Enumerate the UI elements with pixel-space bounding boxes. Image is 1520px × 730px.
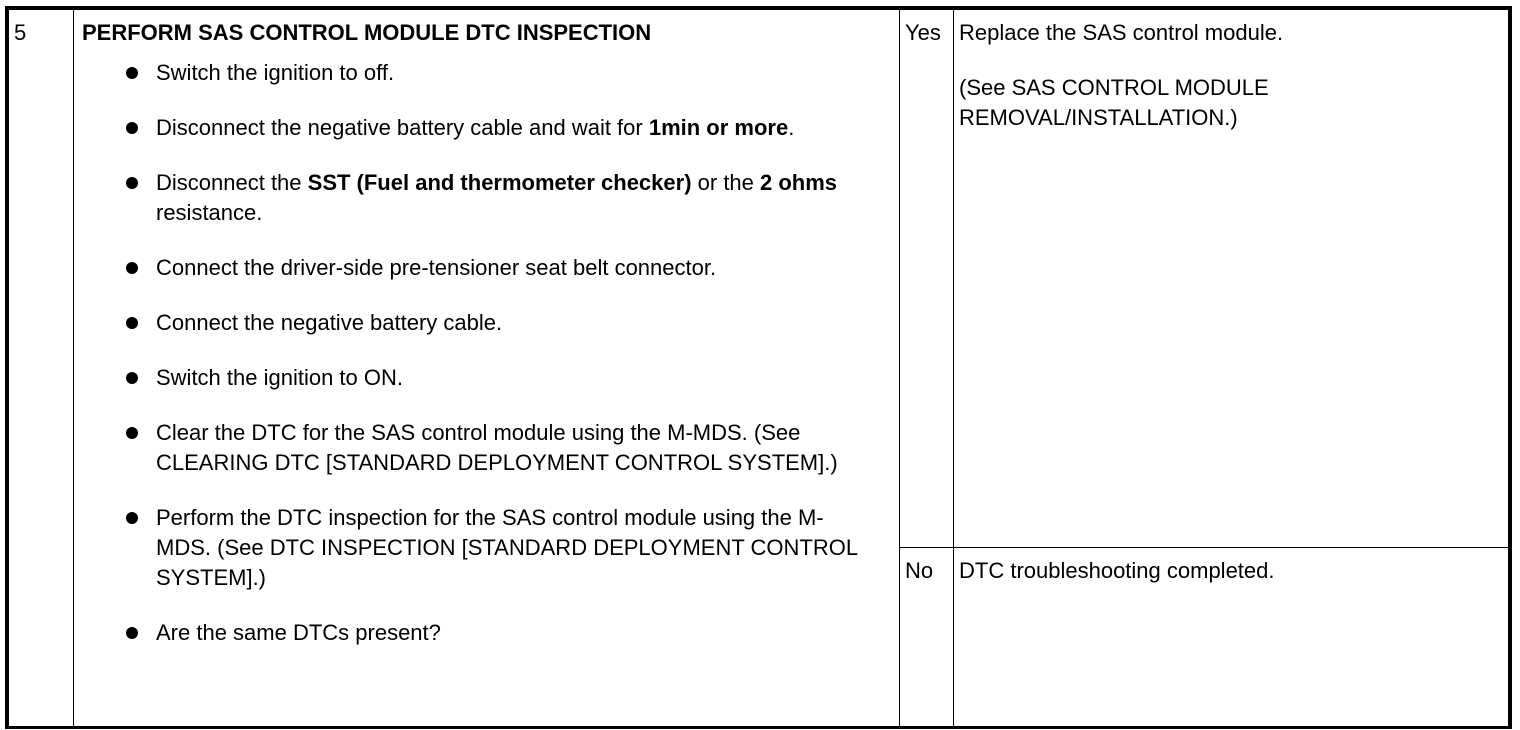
check-item-text: Disconnect the negative battery cable and wait for [156, 115, 649, 140]
step-number-cell [9, 10, 74, 727]
bullet-icon [126, 177, 138, 189]
check-item [82, 113, 893, 143]
step-number: 5 [14, 20, 27, 45]
check-item-text: Disconnect the [156, 170, 308, 195]
no-action: DTC troubleshooting completed. [959, 558, 1275, 583]
check-item-text: resistance. [156, 200, 263, 225]
check-item-text: Switch the ignition to ON. [156, 365, 404, 390]
step-body-cell [74, 10, 900, 727]
check-item [82, 363, 893, 393]
bullet-icon [126, 262, 138, 274]
bullet-icon [126, 512, 138, 524]
yes-label-cell [900, 10, 954, 548]
bullet-icon [126, 122, 138, 134]
check-item [82, 618, 893, 648]
check-item-text: or the [691, 170, 761, 195]
check-item [82, 168, 893, 228]
bullet-icon [126, 627, 138, 639]
check-item [82, 418, 893, 478]
check-item [82, 253, 893, 283]
yes-action-cell [954, 10, 1509, 548]
check-item [82, 308, 893, 338]
no-label-cell [900, 548, 954, 727]
bullet-icon [126, 427, 138, 439]
check-item-emphasis: 2 ohms [760, 170, 838, 195]
check-item-text: Perform the DTC inspection for the SAS control module using the M-MDS. (See DTC INSPECTION [STANDARD DEPLOYMENT CONTROL SYSTEM].) [156, 505, 858, 590]
check-item-text: Switch the ignition to off. [156, 60, 395, 85]
check-item-text: Connect the driver-side pre-tensioner seat belt connector. [156, 255, 717, 280]
bullet-icon [126, 372, 138, 384]
step-title: PERFORM SAS CONTROL MODULE DTC INSPECTION [82, 20, 652, 45]
check-item-text: Connect the negative battery cable. [156, 310, 503, 335]
bullet-icon [126, 317, 138, 329]
yes-reference: (See SAS CONTROL MODULE REMOVAL/INSTALLATION.) [959, 75, 1269, 130]
step-table [8, 9, 1509, 727]
bullet-icon [126, 67, 138, 79]
no-action-cell [954, 548, 1509, 727]
check-item-emphasis: 1min or more [648, 115, 789, 140]
yes-action: Replace the SAS control module. [959, 20, 1284, 45]
check-item-text: . [788, 115, 795, 140]
no-label: No [905, 558, 934, 583]
check-item [82, 58, 893, 88]
troubleshooting-table [5, 6, 1512, 729]
check-list [82, 58, 893, 648]
check-item-emphasis: SST (Fuel and thermometer checker) [307, 170, 692, 195]
yes-label: Yes [905, 20, 941, 45]
check-item-text: Clear the DTC for the SAS control module using the M-MDS. (See CLEARING DTC [STANDARD DEPLOYMENT CONTROL SYSTEM].) [156, 420, 838, 475]
check-item [82, 503, 893, 593]
check-item-text: Are the same DTCs present? [156, 620, 441, 645]
